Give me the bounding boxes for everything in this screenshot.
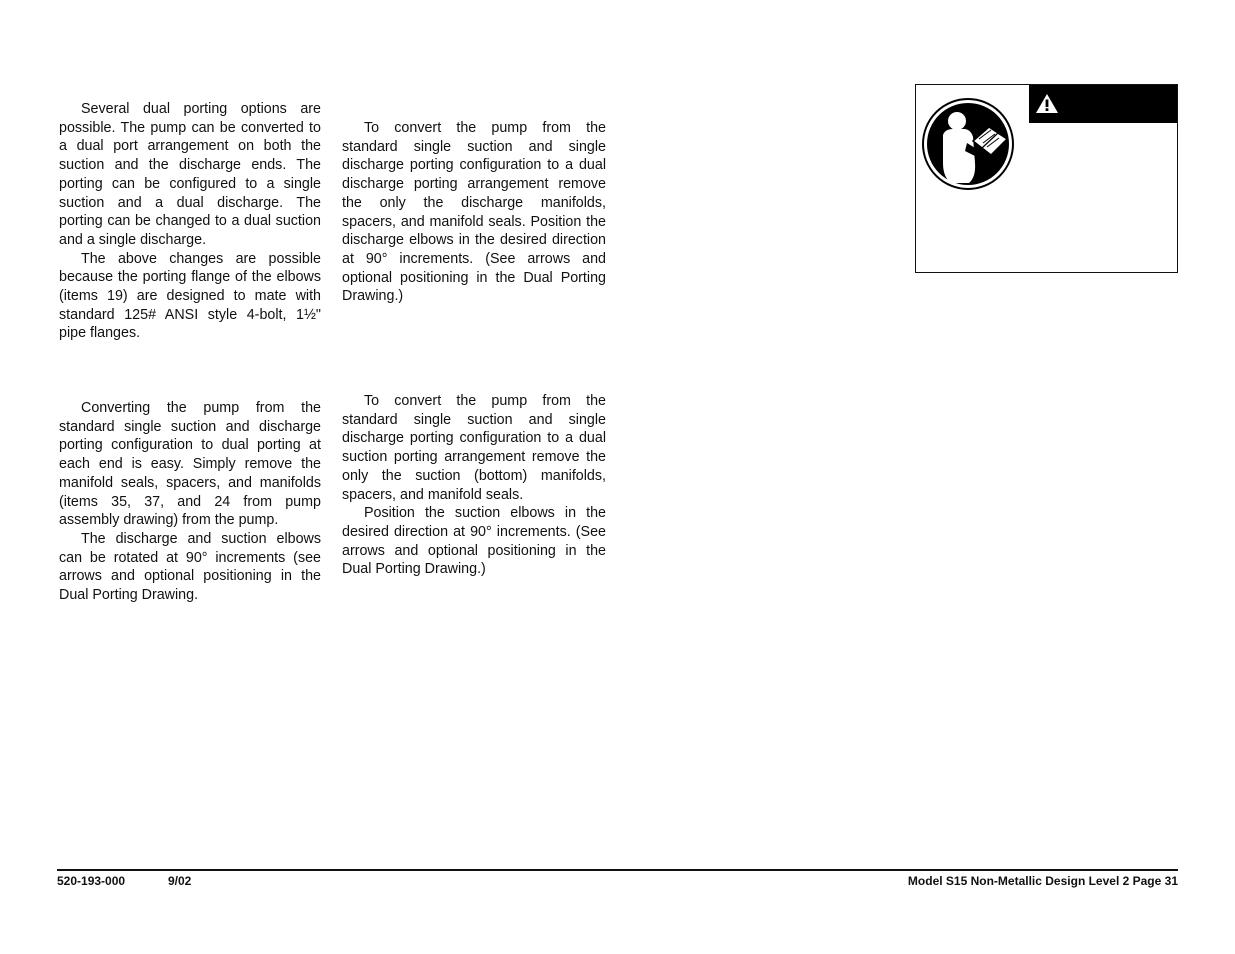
paragraph: The above changes are possible because the porting flange of the elbows (items 19) are designed to mate with standard 125# ANSI style 4-bolt, 1½" pipe flanges. <box>59 250 321 342</box>
dual-suction-column <box>342 392 606 579</box>
paragraph: Position the suction elbows in the desired direction at 90° increments. (See arrows and optional positioning in the Dual Porting Drawing.) <box>342 505 606 578</box>
warning-header <box>1029 85 1177 123</box>
paragraph: The discharge and suction elbows can be rotated at 90° increments (see arrows and optional positioning in the Dual Porting Drawing. <box>59 530 321 604</box>
paragraph: To convert the pump from the standard single suction and single discharge porting configuration to a dual discharge porting arrangement remove the only the discharge manifolds, spacers, and manifold seals. Position the discharge elbows in the desired direction at 90° increments. (See arrows and optional positioning in the Dual Porting Drawing.) <box>342 120 606 305</box>
read-manual-icon <box>921 97 1015 191</box>
paragraph: Several dual porting options are possible. The pump can be converted to a dual port arrangement on both the suction and the discharge ends. The porting can be configured to a single suction and a dual discharge. The porting can be changed to a dual suction and a single discharge. <box>59 101 321 248</box>
warning-box <box>915 84 1178 273</box>
revision-date: 9/02 <box>168 874 192 888</box>
dual-both-ends-column <box>59 399 321 605</box>
warning-triangle-icon <box>1035 93 1059 114</box>
document-number: 520-193-000 <box>57 874 126 888</box>
dual-porting-intro-column <box>59 100 321 343</box>
dual-discharge-column <box>342 119 606 306</box>
footer-rule <box>57 869 1178 871</box>
paragraph: To convert the pump from the standard single suction and single discharge porting configuration to a dual suction porting arrangement remove the only the suction (bottom) manifolds, spacers, and manifold seals. <box>342 393 606 503</box>
page-label: Model S15 Non-Metallic Design Level 2 Page 31 <box>907 874 1178 888</box>
paragraph: Converting the pump from the standard single suction and discharge porting configuration to dual porting at each end is easy. Simply remove the manifold seals, spacers, and manifolds (items 35, 37, and 24 from pump assembly drawing) from the pump. <box>59 400 321 529</box>
